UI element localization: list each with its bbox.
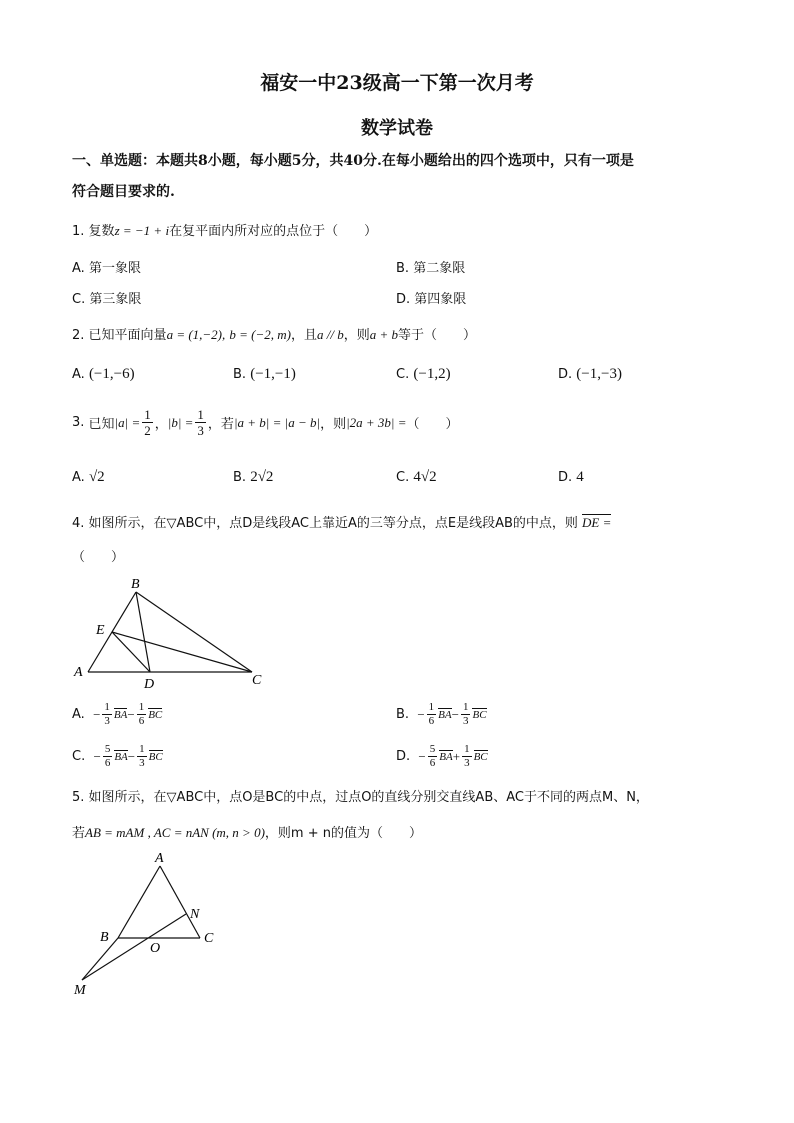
option-text: (−1,−1) (250, 366, 296, 382)
option-c (396, 366, 451, 383)
option-text: 4 (576, 469, 584, 485)
math-expression: a = (1,−2), (166, 327, 226, 342)
side-bc (136, 592, 252, 672)
label-c: C (204, 931, 214, 946)
option-label: B. (233, 470, 247, 485)
option-text: (−1,2) (413, 366, 451, 382)
label-b: B (131, 577, 140, 592)
option-label: C. (396, 367, 410, 382)
option-b (233, 469, 273, 486)
question-number: 1. (72, 224, 85, 239)
fraction (195, 408, 206, 437)
math-expression: AB = mAM , AC = nAN (m, n > 0) (85, 825, 265, 840)
sign: − (93, 706, 101, 722)
option-label: D. (558, 367, 573, 382)
question-text: 在复平面内所对应的点位于（ ） (169, 224, 378, 239)
option-text: (−1,−6) (88, 366, 135, 382)
triangle-figure-q5 (68, 848, 238, 998)
denominator: 3 (139, 757, 145, 769)
option-a (72, 257, 141, 276)
fraction (142, 408, 153, 437)
math-expression: |2a + 3b| = (346, 414, 407, 430)
question-5-condition (72, 822, 422, 841)
vector: BA (113, 708, 128, 721)
section-heading-line1: 一、单选题：本题共8小题，每小题5分，共40分.在每小题给出的四个选项中，只有一项是 (72, 153, 634, 169)
denominator: 3 (197, 423, 204, 438)
denominator: 6 (138, 715, 145, 727)
option-label: A. (72, 367, 85, 382)
question-text: ，则m + n的值为（ ） (264, 826, 422, 841)
option-b (233, 366, 296, 383)
numerator: 1 (104, 701, 110, 713)
label-o: O (150, 941, 161, 956)
question-text: 已知平面向量 (88, 328, 167, 343)
fraction (427, 702, 437, 727)
question-4 (72, 512, 611, 531)
denominator: 3 (104, 715, 110, 727)
sign: − (93, 748, 101, 764)
fraction (137, 702, 147, 727)
denominator: 6 (428, 715, 435, 727)
label-e: E (96, 623, 105, 638)
math-expression: |a| = (114, 414, 141, 430)
sign: − (127, 748, 136, 764)
option-text: 2√2 (250, 469, 274, 485)
question-text: 如图所示，在▽ABC中，点D是线段AC上靠近A的三等分点，点E是线段AB的中点，则 (88, 516, 578, 531)
page-subtitle: 数学试卷 (361, 118, 433, 139)
denominator: 3 (462, 715, 469, 727)
sign: − (127, 706, 135, 722)
sign: − (451, 706, 459, 722)
vector: BC (472, 708, 487, 721)
fraction (461, 702, 471, 727)
question-text: 如图所示，在▽ABC中，点O是BC的中点，过点O的直线分别交直线AB、AC于不同的两点M、N， (88, 790, 649, 805)
line-mn (82, 914, 186, 980)
math-expression: a + b (369, 327, 399, 342)
vector: BA (114, 750, 128, 763)
question-text: 若 (72, 826, 86, 841)
question-5 (72, 786, 649, 805)
math-expression: DE = (582, 515, 612, 530)
numerator: 1 (144, 407, 151, 422)
option-label: C. (72, 292, 86, 307)
section-heading-line2: 符合题目要求的. (72, 184, 175, 200)
option-label: C. (396, 470, 410, 485)
math-expression: b = (−2, m) (229, 327, 291, 342)
option-text: (−1,−3) (576, 366, 622, 382)
vector: BC (148, 708, 163, 721)
fraction (137, 744, 147, 769)
numerator: 1 (197, 407, 204, 422)
question-text: （ ） (406, 417, 459, 432)
fraction (103, 744, 113, 769)
question-text: 已知 (88, 417, 115, 432)
option-b (396, 702, 487, 727)
question-number: 2. (72, 328, 85, 343)
triangle-figure-q4 (68, 572, 278, 692)
math-expression: z = −1 + i (114, 223, 170, 238)
vector: BA (439, 750, 453, 763)
option-label: D. (396, 749, 411, 764)
side-ab (118, 866, 160, 938)
denominator: 6 (104, 757, 111, 769)
question-number: 4. (72, 516, 85, 531)
option-label: A. (72, 470, 85, 485)
sign: + (452, 748, 461, 764)
option-c (72, 288, 141, 307)
option-label: A. (72, 261, 85, 276)
denominator: 2 (144, 423, 151, 438)
sign: − (418, 748, 426, 764)
option-text: 第一象限 (88, 261, 141, 276)
sign: − (417, 706, 425, 722)
label-a: A (74, 665, 83, 680)
vector: BC (148, 750, 163, 763)
option-text: 第二象限 (413, 261, 466, 276)
question-text: ，则 (320, 417, 347, 432)
option-label: B. (396, 707, 410, 722)
question-number: 3. (72, 415, 85, 430)
page-title: 福安一中23级高一下第一次月考 (260, 72, 534, 94)
numerator: 1 (464, 743, 470, 755)
option-d (396, 288, 466, 307)
option-label: B. (233, 367, 247, 382)
numerator: 1 (139, 743, 145, 755)
question-1 (72, 220, 377, 239)
option-label: C. (72, 749, 86, 764)
numerator: 5 (104, 743, 111, 755)
label-a: A (155, 851, 164, 866)
numerator: 5 (429, 743, 436, 755)
option-d (396, 744, 488, 769)
denominator: 3 (464, 757, 470, 769)
option-a (72, 702, 162, 727)
option-text: √2 (88, 469, 105, 485)
option-d (558, 366, 622, 383)
option-d (558, 469, 584, 486)
option-label: D. (396, 292, 411, 307)
option-a (72, 469, 105, 486)
question-text: ，且 (291, 328, 318, 343)
label-b: B (100, 930, 109, 945)
question-text: ，则 (343, 328, 370, 343)
segment-ec (112, 632, 252, 672)
fraction (462, 744, 472, 769)
fraction (102, 702, 112, 727)
question-text: 复数 (88, 224, 115, 239)
vector: BA (438, 708, 452, 721)
option-a (72, 366, 135, 383)
option-label: D. (558, 470, 573, 485)
question-text: 等于（ ） (398, 328, 477, 343)
question-number: 5. (72, 790, 85, 805)
option-c (396, 469, 437, 486)
option-label: B. (396, 261, 410, 276)
numerator: 1 (462, 701, 469, 713)
option-text: 第四象限 (414, 292, 467, 307)
fraction (428, 744, 438, 769)
question-paren: （ ） (72, 550, 125, 565)
option-c (72, 744, 163, 769)
numerator: 1 (428, 701, 435, 713)
label-c: C (252, 673, 262, 688)
numerator: 1 (138, 701, 145, 713)
option-text: 第三象限 (89, 292, 142, 307)
question-2 (72, 324, 476, 343)
denominator: 6 (429, 757, 436, 769)
label-m: M (74, 983, 86, 998)
option-text: 4√2 (413, 469, 437, 485)
question-3: 3. 已知 |a| = $\frac{1}{2}$ ， |b| = $\frac{1}{3}$ ，若 |a + b| = |a − b| ，则 |2a + 3b| = （ ） (72, 407, 459, 438)
vector: BC (473, 750, 488, 763)
label-n: N (190, 907, 200, 922)
math-expression: |a + b| = |a − b| (233, 414, 321, 430)
option-b (396, 257, 465, 276)
question-text: ，若 (207, 417, 234, 432)
math-expression: a // b (317, 327, 344, 342)
math-expression: |b| = (167, 414, 194, 430)
option-label: A. (72, 707, 85, 722)
label-d: D (144, 677, 155, 692)
